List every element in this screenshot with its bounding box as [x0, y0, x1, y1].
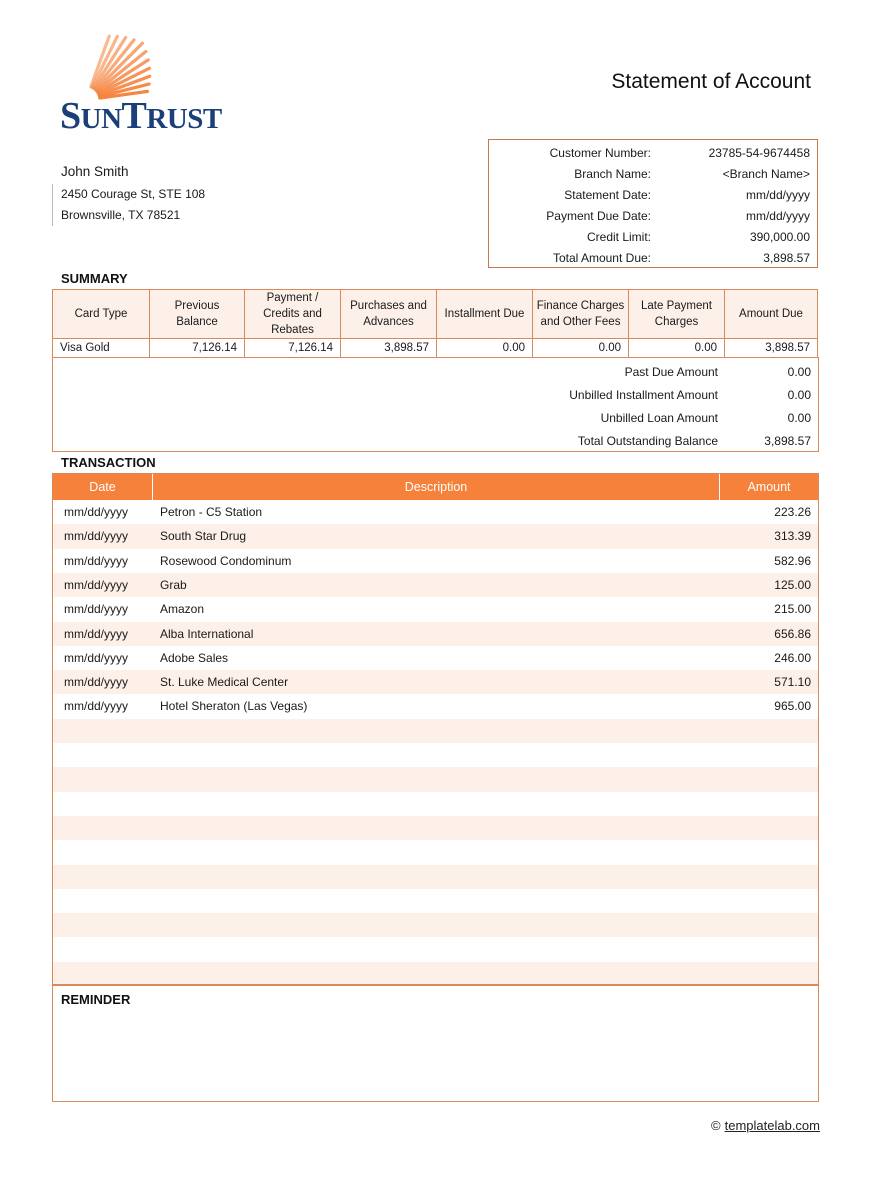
empty-table-row: [53, 962, 818, 986]
tx-description-cell: Grab: [160, 577, 187, 592]
tx-description-cell: Petron - C5 Station: [160, 505, 263, 519]
templatelab-link[interactable]: templatelab.com: [724, 1118, 820, 1133]
tx-date-cell: mm/dd/yyyy: [64, 650, 129, 665]
tx-description-cell: Hotel Sheraton (Las Vegas): [160, 699, 308, 714]
summary-cell: 7,126.14: [150, 339, 245, 358]
summary-data-row: [53, 339, 818, 358]
total-label: Total Outstanding Balance: [577, 434, 718, 448]
info-label: Total Amount Due:: [552, 251, 651, 265]
reminder-divider: [53, 984, 818, 986]
empty-table-row: [53, 792, 818, 816]
empty-table-row: [53, 816, 818, 840]
tx-description-cell: Alba International: [160, 626, 254, 641]
total-row-unbilled-loan: [53, 407, 818, 430]
table-row: [53, 646, 818, 670]
tx-amount-cell: 656.86: [774, 626, 811, 641]
summary-cell: 3,898.57: [341, 339, 437, 358]
total-row-past-due: [53, 361, 818, 384]
total-row-outstanding-balance: [53, 430, 818, 453]
total-value: 0.00: [787, 411, 811, 425]
tx-amount-cell: 582.96: [774, 553, 811, 568]
info-value: mm/dd/yyyy: [745, 209, 810, 223]
tx-date-cell: mm/dd/yyyy: [64, 505, 129, 519]
summary-col-amount-due: Amount Due: [725, 290, 818, 339]
total-label: Unbilled Installment Amount: [569, 388, 718, 402]
total-value: 0.00: [787, 365, 811, 379]
total-value: 3,898.57: [764, 434, 811, 448]
tx-description-cell: South Star Drug: [160, 529, 247, 544]
info-label: Customer Number:: [549, 146, 651, 160]
summary-heading: SUMMARY: [61, 271, 128, 286]
empty-table-row: [53, 937, 818, 961]
brand-logo-wordmark: SUNTRUST: [60, 95, 222, 137]
summary-col-card-type: Card Type: [53, 290, 150, 339]
info-label: Payment Due Date:: [546, 209, 651, 223]
tx-date-cell: mm/dd/yyyy: [64, 553, 129, 568]
info-row-total-amount-due: [489, 245, 817, 266]
total-row-unbilled-installment: [53, 384, 818, 407]
info-value: <Branch Name>: [722, 167, 810, 181]
address-divider: [52, 184, 53, 226]
footer-credit: [711, 1118, 820, 1133]
summary-col-installment-due: Installment Due: [437, 290, 533, 339]
customer-name: John Smith: [61, 164, 129, 179]
tx-amount-cell: 125.00: [774, 577, 811, 592]
info-value: mm/dd/yyyy: [745, 188, 810, 202]
summary-table: [52, 289, 818, 358]
page-title: Statement of Account: [611, 70, 811, 93]
summary-totals-box: [52, 357, 819, 452]
info-value: 390,000.00: [749, 230, 810, 244]
tx-amount-cell: 571.10: [774, 675, 811, 690]
info-label: Credit Limit:: [586, 230, 651, 244]
tx-description-cell: St. Luke Medical Center: [160, 675, 289, 690]
copyright-icon: ©: [711, 1118, 721, 1133]
customer-address-line2: Brownsville, TX 78521: [61, 208, 181, 222]
reminder-heading: REMINDER: [61, 992, 131, 1007]
table-row: [53, 670, 818, 694]
table-row: [53, 694, 818, 718]
summary-cell: Visa Gold: [53, 339, 150, 358]
empty-table-row: [53, 840, 818, 864]
summary-cell: 3,898.57: [725, 339, 818, 358]
info-row-credit-limit: [489, 224, 817, 245]
empty-table-row: [53, 889, 818, 913]
summary-cell: 7,126.14: [245, 339, 341, 358]
info-row-branch-name: [489, 161, 817, 182]
info-value: 3,898.57: [763, 251, 810, 265]
summary-header-row: [53, 290, 818, 339]
info-row-customer-number: [489, 140, 817, 161]
empty-table-row: [53, 719, 818, 743]
empty-table-row: [53, 743, 818, 767]
tx-description-cell: Rosewood Condominum: [160, 553, 292, 568]
table-row: [53, 524, 818, 548]
tx-amount-cell: 965.00: [774, 699, 811, 714]
summary-cell: 0.00: [437, 339, 533, 358]
summary-col-purchases: Purchases and Advances: [341, 290, 437, 339]
tx-amount-cell: 313.39: [774, 529, 811, 544]
summary-col-previous-balance: Previous Balance: [150, 290, 245, 339]
tx-amount-cell: 223.26: [774, 505, 811, 519]
summary-cell: 0.00: [533, 339, 629, 358]
total-label: Unbilled Loan Amount: [600, 411, 718, 425]
info-row-statement-date: [489, 182, 817, 203]
info-label: Branch Name:: [574, 167, 651, 181]
tx-date-cell: mm/dd/yyyy: [64, 529, 129, 544]
transaction-header-row: [53, 474, 818, 500]
total-value: 0.00: [787, 388, 811, 402]
info-label: Statement Date:: [564, 188, 651, 202]
table-row: [53, 597, 818, 621]
empty-table-row: [53, 913, 818, 937]
empty-table-row: [53, 865, 818, 889]
tx-col-amount: Amount: [747, 480, 791, 494]
tx-col-description: Description: [404, 480, 468, 494]
total-label: Past Due Amount: [624, 365, 718, 379]
table-row: [53, 500, 818, 524]
tx-date-cell: mm/dd/yyyy: [64, 577, 129, 592]
tx-description-cell: Amazon: [160, 602, 205, 617]
tx-date-cell: mm/dd/yyyy: [64, 699, 129, 714]
tx-description-cell: Adobe Sales: [160, 650, 229, 665]
tx-date-cell: mm/dd/yyyy: [64, 602, 129, 617]
account-info-box: [488, 139, 818, 268]
tx-col-date: Date: [89, 480, 116, 494]
transaction-table: [52, 473, 819, 1102]
tx-date-cell: mm/dd/yyyy: [64, 675, 129, 690]
table-row: [53, 573, 818, 597]
empty-table-row: [53, 767, 818, 791]
transaction-heading: TRANSACTION: [61, 455, 156, 470]
summary-col-finance-charges: Finance Charges and Other Fees: [533, 290, 629, 339]
table-row: [53, 549, 818, 573]
summary-cell: 0.00: [629, 339, 725, 358]
info-value: 23785-54-9674458: [708, 146, 810, 160]
summary-col-late-payment: Late Payment Charges: [629, 290, 725, 339]
table-row: [53, 622, 818, 646]
summary-col-payment-credits: Payment / Credits and Rebates: [245, 290, 341, 339]
info-row-payment-due-date: [489, 203, 817, 224]
tx-amount-cell: 246.00: [774, 650, 811, 665]
tx-date-cell: mm/dd/yyyy: [64, 626, 129, 641]
customer-address-line1: 2450 Courage St, STE 108: [61, 187, 206, 201]
tx-amount-cell: 215.00: [774, 602, 811, 617]
